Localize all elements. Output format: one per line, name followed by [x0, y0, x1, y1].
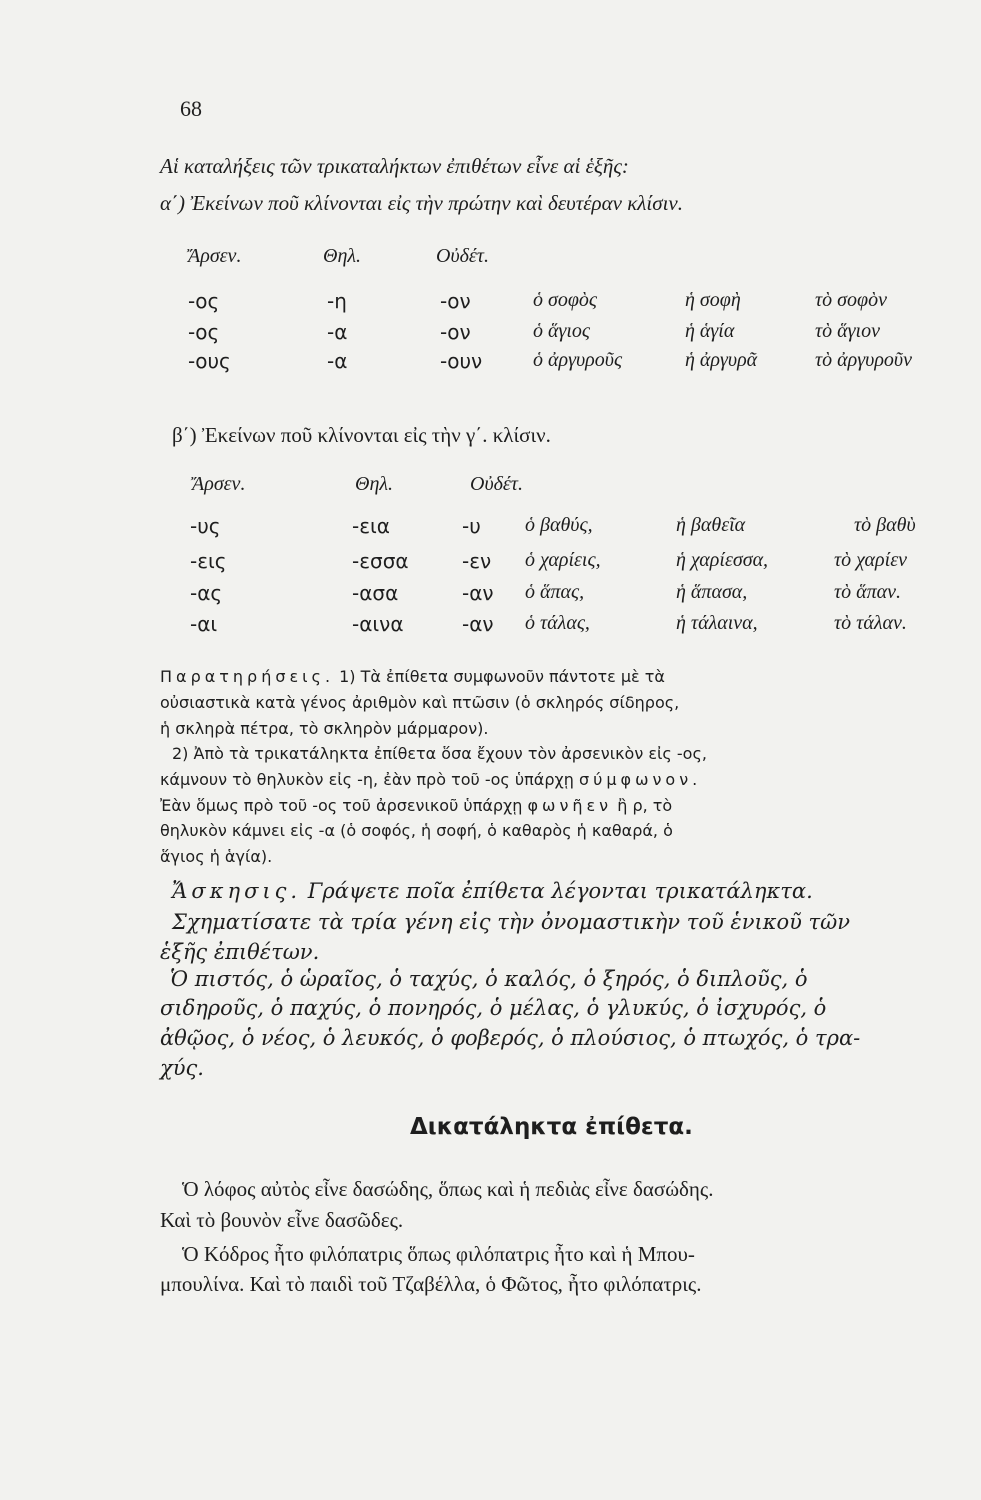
notes-line-7: θηλυκὸν κάμνει εἰς -α (ὁ σοφός, ἡ σοφή, ὁ καθαρὸς ἡ καθαρά, ὁ [160, 821, 673, 840]
ending-neuter: -αν [462, 581, 494, 605]
ending-neuter: -εν [462, 549, 492, 573]
notes-text: κάμνουν τὸ θηλυκὸν εἰς -η, ἐὰν πρὸ τοῦ -ος ὑπάρχῃ [160, 770, 579, 789]
table-row [0, 581, 981, 609]
example-feminine: ἡ σοφὴ [685, 289, 741, 311]
notes-line-5 [160, 770, 965, 789]
table-row [0, 514, 981, 542]
notes-line-4: 2) Ἀπὸ τὰ τρικατάληκτα ἐπίθετα ὅσα ἔχουν τὸν ἀρσενικὸν εἰς -ος, [172, 744, 707, 763]
ending-neuter: -ον [440, 289, 471, 313]
ending-masculine: -ος [188, 320, 220, 344]
notes-emphasis: σύμφωνον. [578, 770, 702, 789]
intro-line-1: Αἱ καταλήξεις τῶν τρικαταλήκτων ἐπιθέτων εἶνε αἱ ἑξῆς: [160, 154, 629, 178]
ending-masculine: -ος [188, 289, 220, 313]
table-row [0, 289, 981, 317]
example-masculine: ὁ ἅπας, [525, 581, 585, 603]
ending-feminine: -α [327, 349, 348, 373]
notes-line-3: ἡ σκληρὰ πέτρα, τὸ σκληρὸν μάρμαρον). [160, 719, 489, 738]
ending-feminine: -εια [352, 514, 390, 538]
example-neuter: τὸ χαρίεν [834, 549, 907, 571]
header-feminine: Θηλ. [323, 245, 362, 267]
table-b-header [0, 473, 981, 501]
section-line-2: Καὶ τὸ βουνὸν εἶνε δασῶδες. [160, 1208, 404, 1232]
table-row [0, 320, 981, 348]
table-a-header [0, 245, 981, 273]
example-neuter: τὸ ἅγιον [815, 320, 880, 342]
table-row [0, 549, 981, 577]
example-feminine: ἡ ἀργυρᾶ [685, 349, 758, 371]
ending-neuter: -ον [440, 320, 471, 344]
notes-text: Ἐὰν ὅμως πρὸ τοῦ -ος τοῦ ἀρσενικοῦ ὑπάρχῃ [160, 796, 528, 815]
section-line-3: Ὁ Κόδρος ἦτο φιλόπατρις ὅπως φιλόπατρις ἦτο καὶ ἡ Μπου- [182, 1242, 695, 1266]
notes-line-6 [160, 796, 965, 815]
example-feminine: ἡ χαρίεσσα, [676, 549, 769, 571]
ending-neuter: -υ [462, 514, 481, 538]
example-neuter: τὸ τάλαν. [834, 612, 907, 634]
exercise-line-5: σιδηροῦς, ὁ παχύς, ὁ πονηρός, ὁ μέλας, ὁ γλυκύς, ὁ ἰσχυρός, ὁ [160, 996, 827, 1020]
ending-neuter: -αν [462, 612, 494, 636]
example-masculine: ὁ σοφὸς [533, 289, 598, 311]
exercise-line-1 [172, 879, 813, 903]
ending-masculine: -ας [190, 581, 223, 605]
page-number: 68 [180, 96, 202, 121]
ending-masculine: -αι [190, 612, 218, 636]
example-feminine: ἡ τάλαινα, [676, 612, 758, 634]
notes-text: ἢ ρ, τὸ [612, 796, 673, 815]
exercise-text: Γράψετε ποῖα ἐπίθετα λέγονται τρικατάληκτα. [301, 879, 813, 903]
exercise-label: Ἄσκησις. [172, 879, 302, 903]
ending-masculine: -υς [190, 514, 221, 538]
notes-emphasis: φωνῆεν [527, 796, 613, 815]
ending-feminine: -α [327, 320, 348, 344]
example-neuter: τὸ βαθὺ [854, 514, 916, 536]
ending-masculine: -εις [190, 549, 227, 573]
header-neuter: Οὐδέτ. [436, 245, 489, 267]
intro-line-2: α΄) Ἐκείνων ποῦ κλίνονται εἰς τὴν πρώτην καὶ δευτέραν κλίσιν. [160, 191, 683, 215]
exercise-line-2: Σχηματίσατε τὰ τρία γένη εἰς τὴν ὀνομαστικὴν τοῦ ἑνικοῦ τῶν [172, 910, 851, 934]
notes-line-1 [160, 667, 965, 686]
ending-feminine: -εσσα [352, 549, 409, 573]
notes-line-8: ἅγιος ἡ ἁγία). [160, 847, 273, 866]
section-line-1: Ὁ λόφος αὐτὸς εἶνε δασώδης, ὅπως καὶ ἡ πεδιὰς εἶνε δασώδης. [182, 1177, 714, 1201]
ending-masculine: -ους [188, 349, 231, 373]
ending-feminine: -ασα [352, 581, 399, 605]
section-line-4: μπουλίνα. Καὶ τὸ παιδὶ τοῦ Τζαβέλλα, ὁ Φῶτος, ἦτο φιλόπατρις. [160, 1272, 702, 1296]
example-feminine: ἡ ἁγία [685, 320, 735, 342]
table-row [0, 349, 981, 377]
section-title: Δικατάληκτα ἐπίθετα. [410, 1114, 693, 1140]
example-neuter: τὸ σοφὸν [815, 289, 887, 311]
header-feminine: Θηλ. [355, 473, 394, 495]
example-masculine: ὁ χαρίεις, [525, 549, 601, 571]
table-row [0, 612, 981, 640]
example-masculine: ὁ ἅγιος [533, 320, 591, 342]
notes-line-2: οὐσιαστικὰ κατὰ γένος ἀριθμὸν καὶ πτῶσιν (ὁ σκληρός σίδηρος, [160, 693, 680, 712]
exercise-line-3: ἑξῆς ἐπιθέτων. [160, 940, 320, 964]
example-feminine: ἡ ἅπασα, [676, 581, 748, 603]
example-masculine: ὁ τάλας, [525, 612, 590, 634]
header-masculine: Ἄρσεν. [192, 473, 246, 495]
exercise-line-4: Ὁ πιστός, ὁ ὡραῖος, ὁ ταχύς, ὁ καλός, ὁ ξηρός, ὁ διπλοῦς, ὁ [170, 967, 808, 991]
exercise-line-6: ἀθῷος, ὁ νέος, ὁ λευκός, ὁ φοβερός, ὁ πλούσιος, ὁ πτωχός, ὁ τρα- [160, 1026, 861, 1050]
header-neuter: Οὐδέτ. [470, 473, 523, 495]
ending-neuter: -ουν [440, 349, 483, 373]
example-neuter: τὸ ἅπαν. [834, 581, 902, 603]
beta-heading: β΄) Ἐκείνων ποῦ κλίνονται εἰς τὴν γ΄. κλίσιν. [172, 423, 551, 447]
header-masculine: Ἄρσεν. [188, 245, 242, 267]
example-neuter: τὸ ἀργυροῦν [815, 349, 912, 371]
notes-label: Παρατηρήσεις. [160, 667, 335, 686]
example-feminine: ἡ βαθεῖα [676, 514, 746, 536]
ending-feminine: -η [327, 289, 347, 313]
notes-text: 1) Τὰ ἐπίθετα συμφωνοῦν πάντοτε μὲ τὰ [334, 667, 665, 686]
example-masculine: ὁ ἀργυροῦς [533, 349, 623, 371]
ending-feminine: -αινα [352, 612, 404, 636]
exercise-line-7: χύς. [160, 1056, 204, 1080]
example-masculine: ὁ βαθύς, [525, 514, 593, 536]
